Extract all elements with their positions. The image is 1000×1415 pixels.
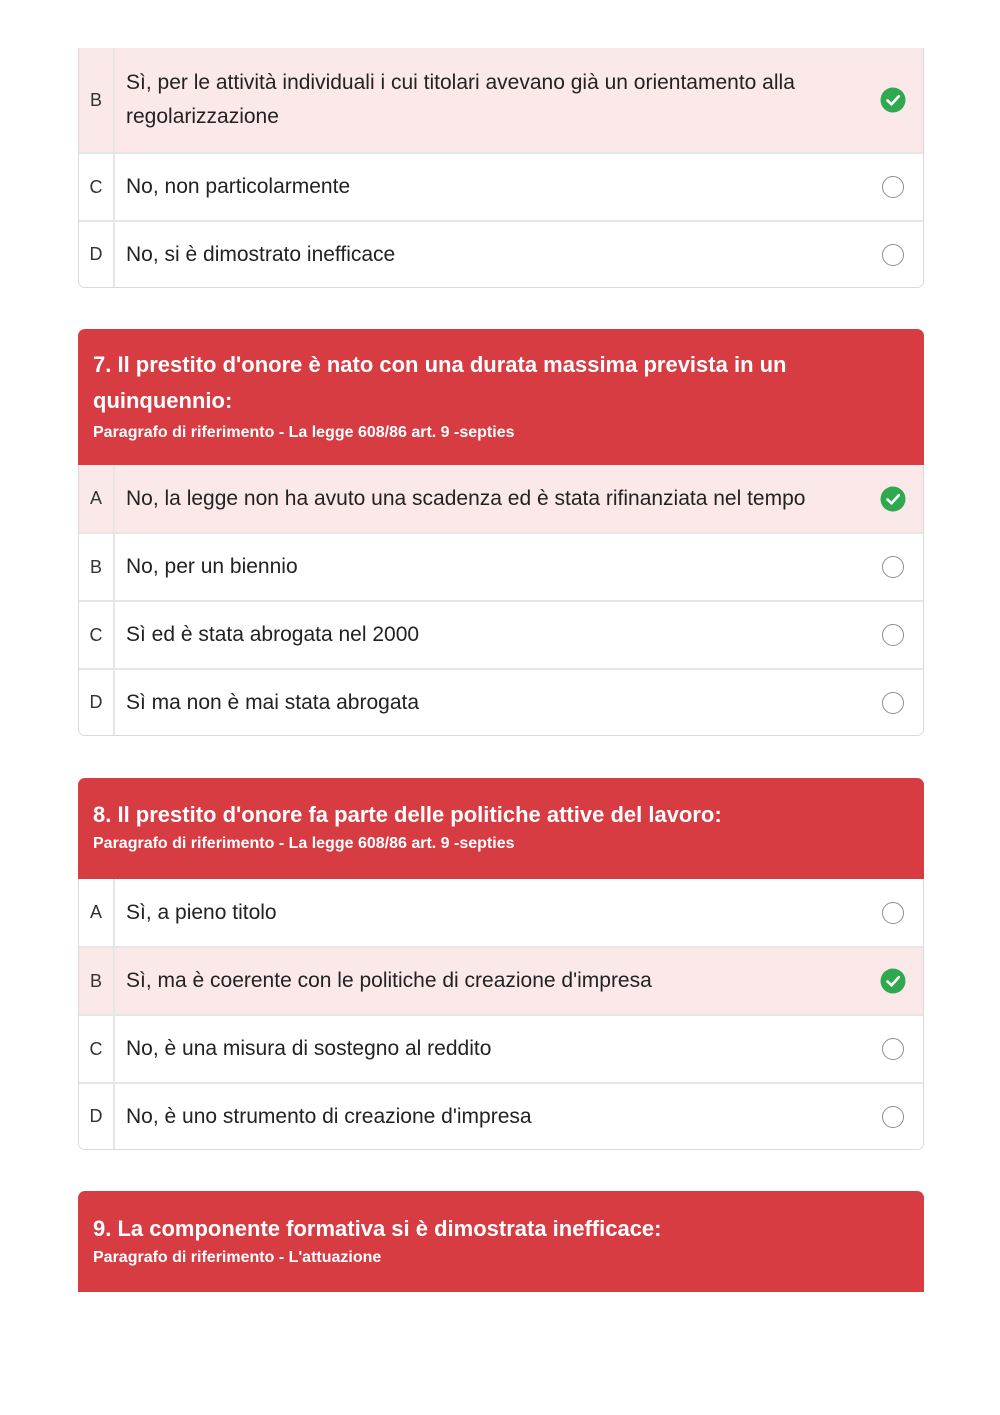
- option-row[interactable]: [79, 532, 923, 600]
- radio-circle-icon[interactable]: [882, 176, 904, 198]
- option-row[interactable]: [79, 48, 923, 152]
- question-title: 7. Il prestito d'onore è nato con una durata massima prevista in un quinquennio:: [93, 352, 787, 413]
- option-text: No, è una misura di sostegno al reddito: [126, 1037, 492, 1060]
- option-letter: B: [79, 48, 115, 152]
- question-reference: Paragrafo di riferimento - La legge 608/86 art. 9 -septies: [93, 835, 515, 852]
- radio-circle-icon[interactable]: [882, 1038, 904, 1060]
- option-letter: D: [79, 1084, 115, 1149]
- option-text: No, per un biennio: [126, 555, 298, 578]
- option-letter: A: [79, 879, 115, 946]
- question-7: [78, 329, 924, 736]
- option-text: Sì, per le attività individuali i cui titolari avevano già un orientamento alla regolarizzazione: [126, 71, 795, 128]
- question-6-options: [78, 48, 924, 288]
- option-text: Sì ed è stata abrogata nel 2000: [126, 623, 420, 646]
- option-text: No, si è dimostrato inefficace: [126, 242, 396, 266]
- question-reference: Paragrafo di riferimento - La legge 608/86 art. 9 -septies: [93, 424, 515, 441]
- question-9: [78, 1191, 924, 1292]
- check-icon: [863, 48, 923, 152]
- radio-circle-icon[interactable]: [882, 556, 904, 578]
- option-row[interactable]: [79, 465, 923, 532]
- option-row[interactable]: [79, 1014, 923, 1082]
- option-row[interactable]: [79, 220, 923, 287]
- option-row[interactable]: [79, 152, 923, 220]
- radio-circle-icon[interactable]: [882, 244, 904, 266]
- question-title: 8. Il prestito d'onore fa parte delle politiche attive del lavoro:: [93, 802, 722, 827]
- question-8-options: [78, 879, 924, 1150]
- radio-circle-icon[interactable]: [882, 624, 904, 646]
- check-icon: [863, 465, 923, 532]
- question-reference: Paragrafo di riferimento - L'attuazione: [93, 1249, 382, 1266]
- option-text: Sì ma non è mai stata abrogata: [126, 690, 420, 714]
- check-icon: [863, 948, 923, 1014]
- question-7-options: [78, 465, 924, 736]
- question-header: [78, 1191, 924, 1292]
- option-letter: B: [79, 534, 115, 600]
- option-row[interactable]: [79, 668, 923, 735]
- option-letter: C: [79, 154, 115, 220]
- option-letter: D: [79, 670, 115, 735]
- radio-circle-icon[interactable]: [882, 692, 904, 714]
- option-letter: B: [79, 948, 115, 1014]
- question-header: [78, 329, 924, 465]
- option-letter: C: [79, 1016, 115, 1082]
- option-text: Sì, ma è coerente con le politiche di creazione d'impresa: [126, 969, 652, 992]
- question-8: [78, 778, 924, 1150]
- option-letter: A: [79, 465, 115, 532]
- option-text: No, è uno strumento di creazione d'impresa: [126, 1104, 532, 1128]
- radio-circle-icon[interactable]: [882, 902, 904, 924]
- option-text: Sì, a pieno titolo: [126, 900, 277, 924]
- question-title: 9. La componente formativa si è dimostrata inefficace:: [93, 1216, 662, 1241]
- option-letter: D: [79, 222, 115, 287]
- option-row[interactable]: [79, 1082, 923, 1149]
- option-row[interactable]: [79, 879, 923, 946]
- option-row[interactable]: [79, 946, 923, 1014]
- option-text: No, non particolarmente: [126, 175, 351, 198]
- option-text: No, la legge non ha avuto una scadenza ed è stata rifinanziata nel tempo: [126, 486, 806, 510]
- radio-circle-icon[interactable]: [882, 1106, 904, 1128]
- question-header: [78, 778, 924, 879]
- option-row[interactable]: [79, 600, 923, 668]
- option-letter: C: [79, 602, 115, 668]
